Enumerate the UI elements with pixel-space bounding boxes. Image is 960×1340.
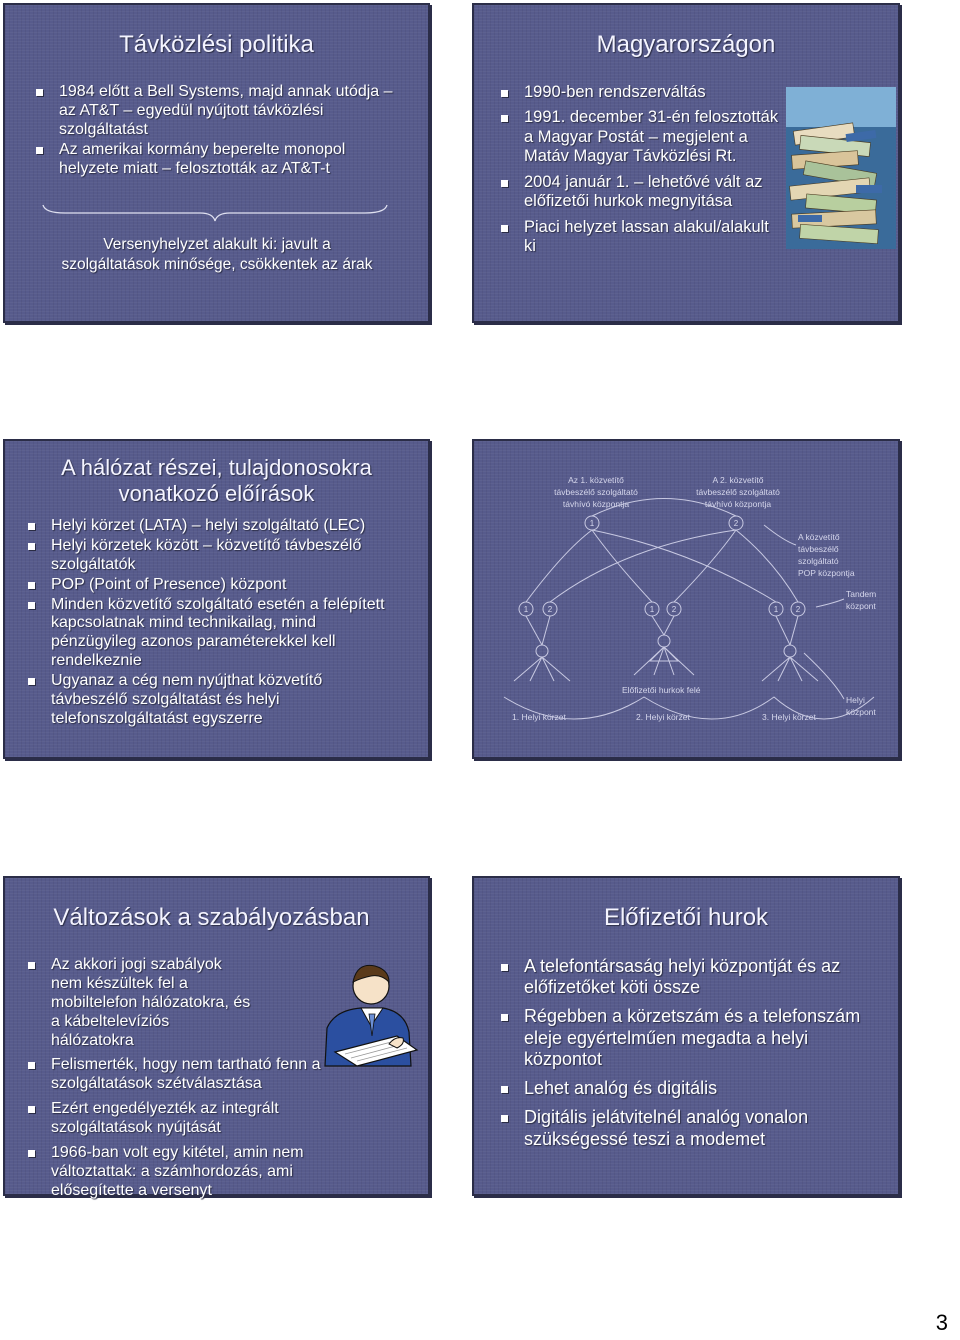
- carrier2-label: távhívó központja: [704, 499, 772, 509]
- area-label: 2. Helyi körzet: [636, 712, 690, 722]
- slide-title: Előfizetői hurok: [603, 904, 769, 931]
- node-number: 1: [523, 605, 529, 614]
- slide-regulation-changes: [3, 876, 430, 1199]
- bullet-list: [25, 517, 400, 730]
- bullet-item: Felismerték, hogy nem tartható fenn a szolgáltatások szétválasztása: [25, 1056, 325, 1094]
- bullet-item: Digitális jelátvitelnél analóg vonalon szükségessé teszi a modemet: [498, 1107, 883, 1149]
- slide-subscriber-loop: [472, 876, 900, 1196]
- slide-network-diagram: [472, 439, 900, 759]
- bullet-item: Az amerikai kormány beperelte monopol helyzete miatt – felosztották az AT&T-t: [33, 141, 393, 179]
- node-number: 1: [649, 605, 655, 614]
- slide-title: Változások a szabályozásban: [53, 904, 370, 931]
- bullet-item: Lehet analóg és digitális: [498, 1078, 883, 1099]
- bullet-item: 1990-ben rendszerváltás: [498, 83, 783, 102]
- bullet-item: 1991. december 31-én felosztották a Magyar Postát – megjelent a Matáv Magyar Távközlési Rt.: [498, 108, 783, 166]
- bullet-item: Minden közvetítő szolgáltató esetén a felépített kapcsolatnak mind technikailag, mind pénzügyileg azonos paraméterekkel kell rendelkeznie: [25, 596, 400, 672]
- carrier1-label: Az 1. közvetítő: [568, 475, 624, 485]
- bullet-item: POP (Point of Presence) központ: [25, 576, 400, 595]
- slide-title: Távközlési politika: [119, 31, 314, 58]
- money-stack-icon: [786, 87, 896, 249]
- node-number: 2: [795, 605, 801, 614]
- node-number: 2: [547, 605, 553, 614]
- bullet-item: A telefontársaság helyi központját és az előfizetőket köti össze: [498, 956, 883, 998]
- network-diagram: [474, 441, 898, 757]
- tandem-label: központ: [846, 601, 876, 611]
- slide-title: [5, 455, 428, 508]
- slide-title: Magyarországon: [596, 31, 776, 58]
- area-label: 3. Helyi körzet: [762, 712, 816, 722]
- area-label: 1. Helyi körzet: [512, 712, 566, 722]
- curly-brace-icon: [5, 201, 432, 231]
- bullet-item: 2004 január 1. – lehetővé vált az előfizetői hurkok megnyitása: [498, 173, 783, 212]
- bullet-item: Régebben a körzetszám és a telefonszám eleje egyértelműen megadta a helyi központot: [498, 1006, 883, 1070]
- node-number: 2: [733, 519, 739, 528]
- result-note: Versenyhelyzet alakult ki: javult a szolgáltatások minősége, csökkentek az árak: [61, 236, 373, 274]
- pop-label: szolgáltató: [798, 556, 839, 566]
- slide-telecom-policy: [3, 3, 430, 323]
- bullet-list: [25, 956, 325, 1202]
- slide-hungary: [472, 3, 900, 323]
- businessman-writing-icon: [305, 948, 425, 1068]
- bullet-item: Helyi körzetek között – közvetítő távbeszélő szolgáltatók: [25, 537, 400, 575]
- node-number: 1: [589, 519, 595, 528]
- bullet-item: Az akkori jogi szabályok nem készültek fel a mobiltelefon hálózatokra, és a kábeltelevíziós hálózatokra: [25, 956, 251, 1050]
- carrier1-label: távhívó központja: [562, 499, 630, 509]
- slide-title-line: vonatkozó előírások: [118, 481, 315, 507]
- carrier2-label: A 2. közvetítő: [712, 475, 764, 485]
- bullet-item: 1966-ban volt egy kitétel, amin nem változtattak: a számhordozás, ami elősegítette a versenyt: [25, 1144, 325, 1201]
- carrier1-label: távbeszélő szolgáltató: [554, 487, 638, 497]
- pop-label: POP központja: [798, 568, 855, 578]
- node-number: 1: [773, 605, 779, 614]
- bullet-list: [498, 83, 783, 263]
- carrier2-label: távbeszélő szolgáltató: [696, 487, 780, 497]
- local-exchange-label: Helyi: [846, 695, 865, 705]
- pop-label: távbeszélő: [798, 544, 839, 554]
- local-exchange-label: központ: [846, 707, 876, 717]
- slide-title-line: A hálózat részei, tulajdonosokra: [61, 455, 372, 480]
- page-number: 3: [935, 1310, 948, 1335]
- bullet-item: Ugyanaz a cég nem nyújthat közvetítő távbeszélő szolgáltatást és helyi telefonszolgáltatást egyszerre: [25, 672, 400, 729]
- slide-network-parts: [3, 439, 430, 759]
- bullet-item: Ezért engedélyezték az integrált szolgáltatások nyújtását: [25, 1100, 325, 1138]
- pop-label: A közvetítő: [798, 532, 840, 542]
- loops-label: Előfizetői hurkok felé: [622, 685, 701, 695]
- bullet-item: 1984 előtt a Bell Systems, majd annak utódja – az AT&T – egyedül nyújtott távközlési szolgáltatást: [33, 83, 393, 140]
- tandem-label: Tandem: [846, 589, 877, 599]
- bullet-item: Helyi körzet (LATA) – helyi szolgáltató (LEC): [25, 517, 400, 536]
- bullet-list: [33, 83, 393, 179]
- node-number: 2: [671, 605, 677, 614]
- bullet-list: [498, 956, 883, 1158]
- bullet-item: Piaci helyzet lassan alakul/alakult ki: [498, 218, 783, 257]
